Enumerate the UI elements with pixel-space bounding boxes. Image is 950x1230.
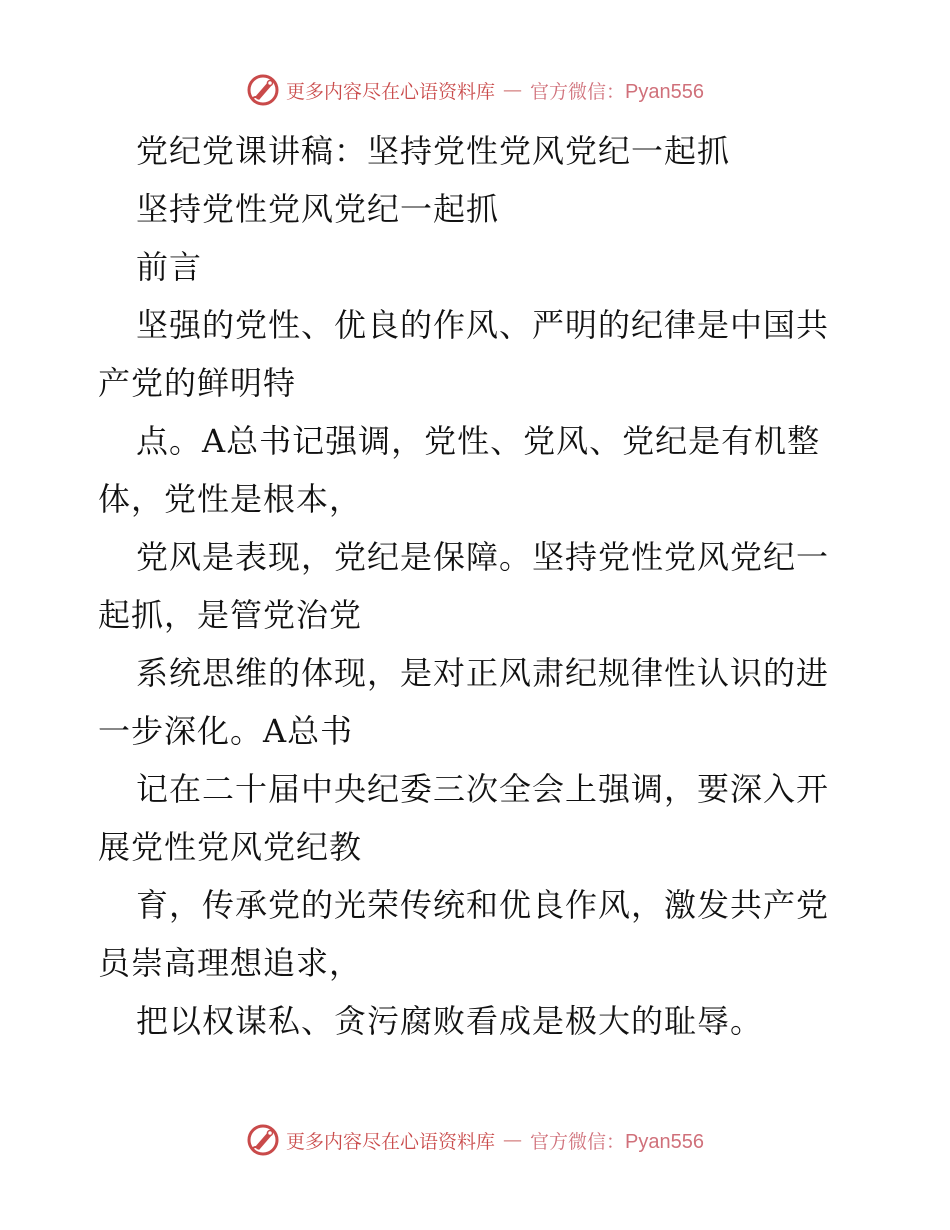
paragraph-line: 展党性党风党纪教	[98, 828, 363, 866]
paragraph-line: 体，党性是根本，	[98, 480, 363, 518]
pen-nib-logo-icon	[246, 73, 280, 107]
document-title: 党纪党课讲稿：坚持党性党风党纪一起抓	[136, 132, 731, 170]
paragraph-line: 育，传承党的光荣传统和优良作风，激发共产党	[136, 886, 830, 924]
paragraph-line: 产党的鲜明特	[98, 364, 297, 402]
footer-banner	[0, 1120, 950, 1160]
paragraph-line: 点。A总书记强调，党性、党风、党纪是有机整	[136, 422, 821, 460]
paragraph-line: 记在二十届中央纪委三次全会上强调，要深入开	[136, 770, 830, 808]
section-heading-preface: 前言	[136, 248, 203, 286]
banner-site-text: 更多内容尽在心语资料库	[286, 1130, 496, 1153]
banner-separator: —	[503, 1129, 523, 1151]
header-banner	[0, 70, 950, 110]
paragraph-line: 党风是表现，党纪是保障。坚持党性党风党纪一	[136, 538, 830, 576]
document-subtitle: 坚持党性党风党纪一起抓	[136, 190, 500, 228]
banner-contact-value: Pyan556	[625, 1130, 704, 1153]
paragraph-line: 坚强的党性、优良的作风、严明的纪律是中国共	[136, 306, 830, 344]
paragraph-line: 起抓，是管党治党	[98, 596, 363, 634]
banner-content	[246, 1123, 704, 1157]
banner-contact	[530, 77, 704, 104]
paragraph-line: 系统思维的体现，是对正风肃纪规律性认识的进	[136, 654, 830, 692]
banner-content	[246, 73, 704, 107]
banner-site-text: 更多内容尽在心语资料库	[286, 80, 496, 103]
banner-contact-value: Pyan556	[625, 80, 704, 103]
document-body	[98, 122, 858, 1050]
paragraph-line: 员崇高理想追求，	[98, 944, 363, 982]
banner-contact	[530, 1127, 704, 1154]
banner-contact-label: 官方微信：	[530, 80, 626, 103]
banner-contact-label: 官方微信：	[530, 1130, 626, 1153]
banner-separator: —	[503, 79, 523, 101]
paragraph-line: 一步深化。A总书	[98, 712, 354, 750]
pen-nib-logo-icon	[246, 1123, 280, 1157]
paragraph-line: 把以权谋私、贪污腐败看成是极大的耻辱。	[136, 1002, 764, 1040]
